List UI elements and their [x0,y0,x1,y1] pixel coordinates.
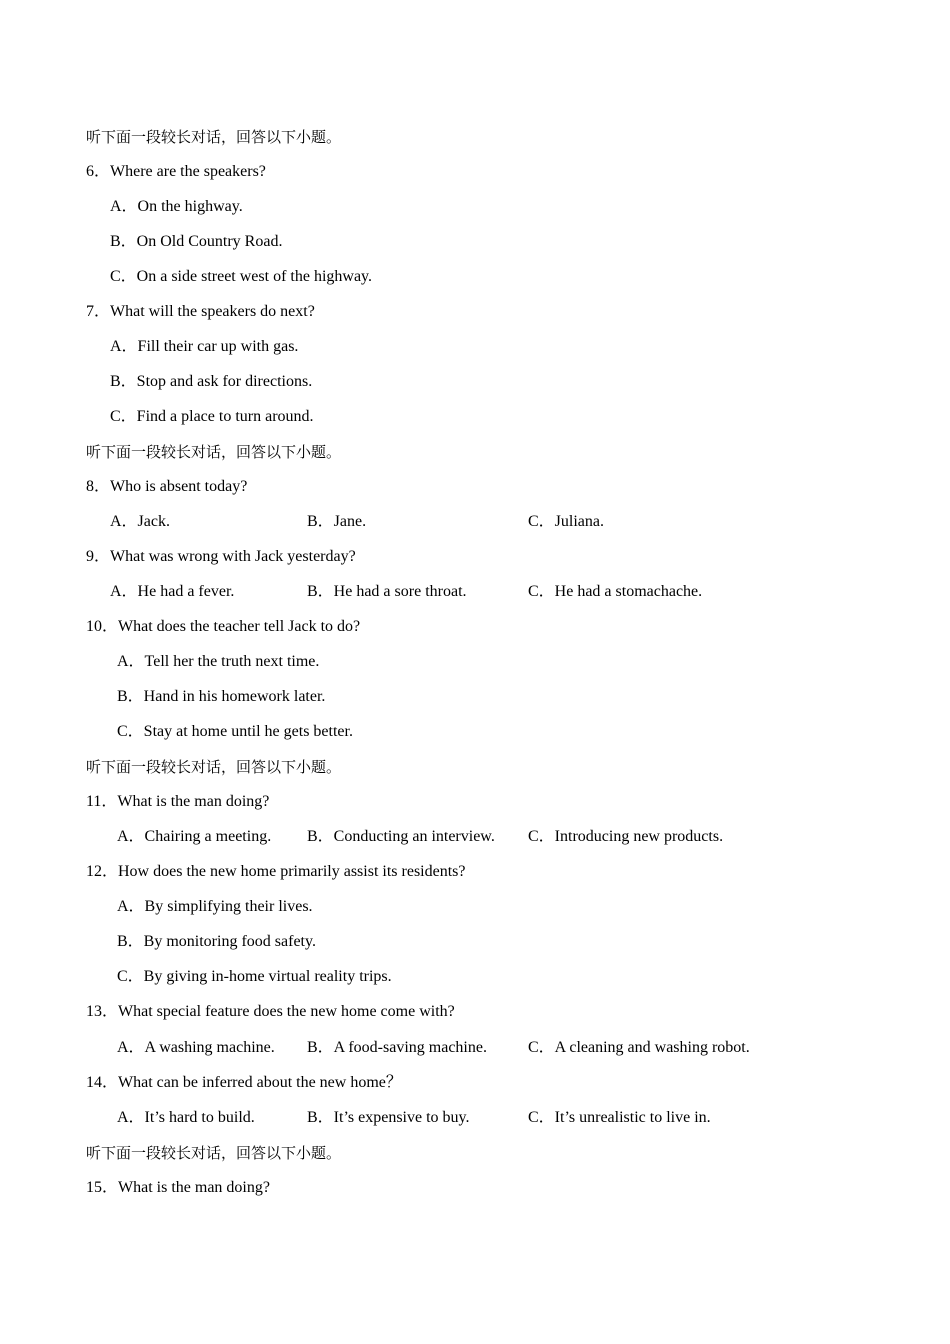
question-8-option-b: B．Jane. [307,513,367,530]
question-11-option-a: A．Chairing a meeting. [117,828,272,845]
question-6-stem: 6．Where are the speakers? [86,163,266,180]
question-13-option-a: A．A washing machine. [117,1039,275,1056]
question-7-option-a: A．Fill their car up with gas. [110,338,299,355]
question-8-option-c: C．Juliana. [528,513,604,530]
section-instruction: 听下面一段较长对话，回答以下小题。 [86,1144,342,1162]
question-7-stem: 7．What will the speakers do next? [86,303,315,320]
question-12-option-a: A．By simplifying their lives. [117,898,313,915]
question-6-option-b: B．On Old Country Road. [110,233,283,250]
question-13-stem: 13．What special feature does the new home come with? [86,1003,455,1020]
question-14-stem: 14．What can be inferred about the new home？ [86,1074,402,1091]
question-12-stem: 12．How does the new home primarily assist its residents? [86,863,466,880]
question-7-option-b: B．Stop and ask for directions. [110,373,313,390]
question-10-option-a: A．Tell her the truth next time. [117,653,320,670]
question-10-option-c: C．Stay at home until he gets better. [117,723,353,740]
question-10-option-b: B．Hand in his homework later. [117,688,326,705]
question-11-option-c: C．Introducing new products. [528,828,724,845]
question-14-option-c: C．It’s unrealistic to live in. [528,1109,711,1126]
question-12-option-c: C．By giving in-home virtual reality trips. [117,968,392,985]
question-9-option-c: C．He had a stomachache. [528,583,703,600]
question-7-option-c: C．Find a place to turn around. [110,408,314,425]
question-8-stem: 8．Who is absent today? [86,478,248,495]
question-6-option-c: C．On a side street west of the highway. [110,268,373,285]
question-12-option-b: B．By monitoring food safety. [117,933,316,950]
question-9-option-a: A．He had a fever. [110,583,235,600]
question-13-option-b: B．A food-saving machine. [307,1039,487,1056]
section-instruction: 听下面一段较长对话，回答以下小题。 [86,758,342,776]
question-9-stem: 9．What was wrong with Jack yesterday? [86,548,356,565]
question-15-stem: 15．What is the man doing? [86,1179,270,1196]
section-instruction: 听下面一段较长对话，回答以下小题。 [86,128,342,146]
question-11-option-b: B．Conducting an interview. [307,828,495,845]
section-instruction: 听下面一段较长对话，回答以下小题。 [86,443,342,461]
question-13-option-c: C．A cleaning and washing robot. [528,1039,750,1056]
question-14-option-a: A．It’s hard to build. [117,1109,255,1126]
question-9-option-b: B．He had a sore throat. [307,583,467,600]
question-11-stem: 11．What is the man doing? [86,793,270,810]
question-10-stem: 10．What does the teacher tell Jack to do? [86,618,361,635]
question-6-option-a: A．On the highway. [110,198,243,215]
question-8-option-a: A．Jack. [110,513,170,530]
question-14-option-b: B．It’s expensive to buy. [307,1109,470,1126]
